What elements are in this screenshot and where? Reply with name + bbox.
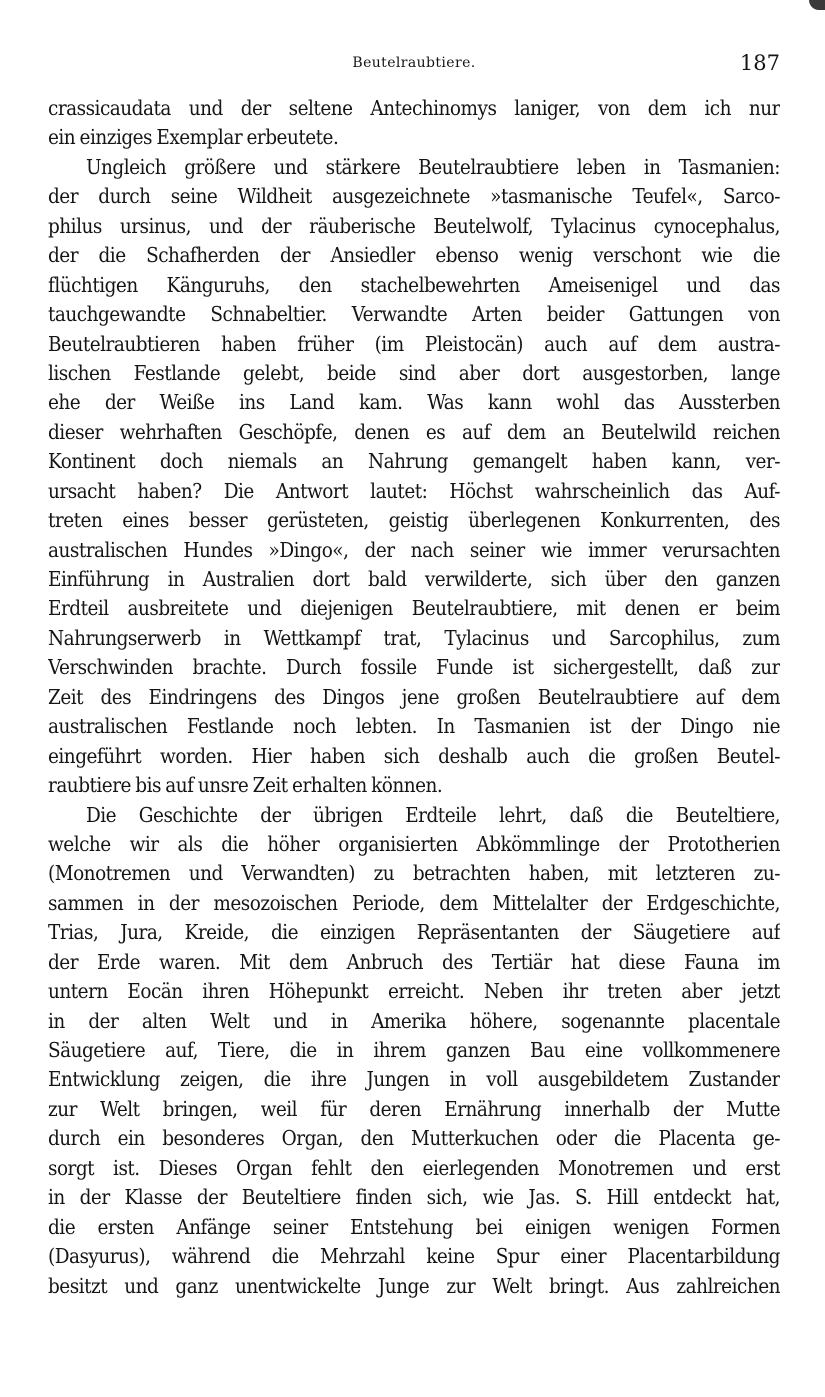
text-line: Die Geschichte der übrigen Erdteile lehrt, daß die Beuteltiere, <box>86 802 780 827</box>
text-line: eingeführt worden. Hier haben sich deshalb auch die großen Beutel- <box>48 743 780 768</box>
text-line: Ungleich größere und stärkere Beutelraubtiere leben in Tasmanien: <box>86 154 780 179</box>
text-line: Kontinent doch niemals an Nahrung gemangelt haben kann, ver- <box>48 449 780 474</box>
text-line: dieser wehrhaften Geschöpfe, denen es auf dem an Beutelwild reichen <box>48 419 780 444</box>
text-line: Beutelraubtieren haben früher (im Pleistocän) auch auf dem austra- <box>48 331 780 356</box>
text-line: raubtiere bis auf unsre Zeit erhalten können. <box>48 773 443 798</box>
text-line: Entwicklung zeigen, die ihre Jungen in voll ausgebildetem Zustander <box>48 1067 780 1092</box>
text-line: die ersten Anfänge seiner Entstehung bei einigen wenigen Formen <box>48 1214 780 1239</box>
text-line: der Erde waren. Mit dem Anbruch des Tertiär hat diese Fauna im <box>48 949 780 974</box>
text-line: ehe der Weiße ins Land kam. Was kann wohl das Aussterben <box>48 390 780 415</box>
text-line: Nahrungserwerb in Wettkampf trat, Tylacinus und Sarcophilus, zum <box>48 625 780 650</box>
text-line: Zeit des Eindringens des Dingos jene großen Beutelraubtiere auf dem <box>48 684 780 709</box>
running-title: Beutelraubtiere. <box>352 55 476 71</box>
text-line: welche wir als die höher organisierten Abkömmlinge der Prototherien <box>48 831 780 856</box>
text-line: ein einziges Exemplar erbeutete. <box>48 125 339 150</box>
text-line: untern Eocän ihren Höhepunkt erreicht. Neben ihr treten aber jetzt <box>48 979 780 1004</box>
scan-corner-mark <box>809 0 825 10</box>
text-line: australischen Festlande noch lebten. In Tasmanien ist der Dingo nie <box>48 714 780 739</box>
text-line: (Dasyurus), während die Mehrzahl keine Spur einer Placentarbildung <box>48 1244 780 1269</box>
text-line: flüchtigen Känguruhs, den stachelbewehrten Ameisenigel und das <box>48 272 780 297</box>
text-line: durch ein besonderes Organ, den Mutterkuchen oder die Placenta ge- <box>48 1126 780 1151</box>
text-line: sammen in der mesozoischen Periode, dem Mittelalter der Erdgeschichte, <box>48 890 780 915</box>
text-line: sorgt ist. Dieses Organ fehlt den eierlegenden Monotremen und erst <box>48 1155 780 1180</box>
text-line: in der alten Welt und in Amerika höhere, sogenannte placentale <box>48 1008 780 1033</box>
text-line: (Monotremen und Verwandten) zu betrachten haben, mit letzteren zu- <box>48 861 780 886</box>
text-line: treten eines besser gerüsteten, geistig überlegenen Konkurrenten, des <box>48 508 780 533</box>
text-line: der die Schafherden der Ansiedler ebenso wenig verschont wie die <box>48 243 780 268</box>
text-line: lischen Festlande gelebt, beide sind aber dort ausgestorben, lange <box>48 360 780 385</box>
text-line: philus ursinus, und der räuberische Beutelwolf, Tylacinus cynocephalus, <box>48 213 780 238</box>
page-header <box>48 51 780 79</box>
text-line: crassicaudata und der seltene Antechinomys laniger, von dem ich nur <box>48 96 780 120</box>
text-line: Trias, Jura, Kreide, die einzigen Repräsentanten der Säugetiere auf <box>48 920 780 945</box>
text-line: ursacht haben? Die Antwort lautet: Höchst wahrscheinlich das Auf- <box>48 478 780 503</box>
page-number: 187 <box>739 51 780 75</box>
text-line: besitzt und ganz unentwickelte Junge zur Welt bringt. Aus zahlreichen <box>48 1273 780 1298</box>
text-body <box>48 94 780 1301</box>
text-line: Erdteil ausbreitete und diejenigen Beutelraubtiere, mit denen er beim <box>48 596 780 621</box>
text-line: Einführung in Australien dort bald verwilderte, sich über den ganzen <box>48 567 780 591</box>
text-line: Säugetiere auf, Tiere, die in ihrem ganzen Bau eine vollkommenere <box>48 1038 780 1062</box>
text-line: australischen Hundes »Dingo«, der nach seiner wie immer verursachten <box>48 537 780 562</box>
text-line: tauchgewandte Schnabeltier. Verwandte Arten beider Gattungen von <box>48 302 780 327</box>
text-line: der durch seine Wildheit ausgezeichnete »tasmanische Teufel«, Sarco- <box>48 184 780 209</box>
text-line: in der Klasse der Beuteltiere finden sich, wie Jas. S. Hill entdeckt hat, <box>48 1185 780 1210</box>
text-line: Verschwinden brachte. Durch fossile Funde ist sichergestellt, daß zur <box>48 655 780 680</box>
text-line: zur Welt bringen, weil für deren Ernährung innerhalb der Mutte <box>48 1096 780 1121</box>
